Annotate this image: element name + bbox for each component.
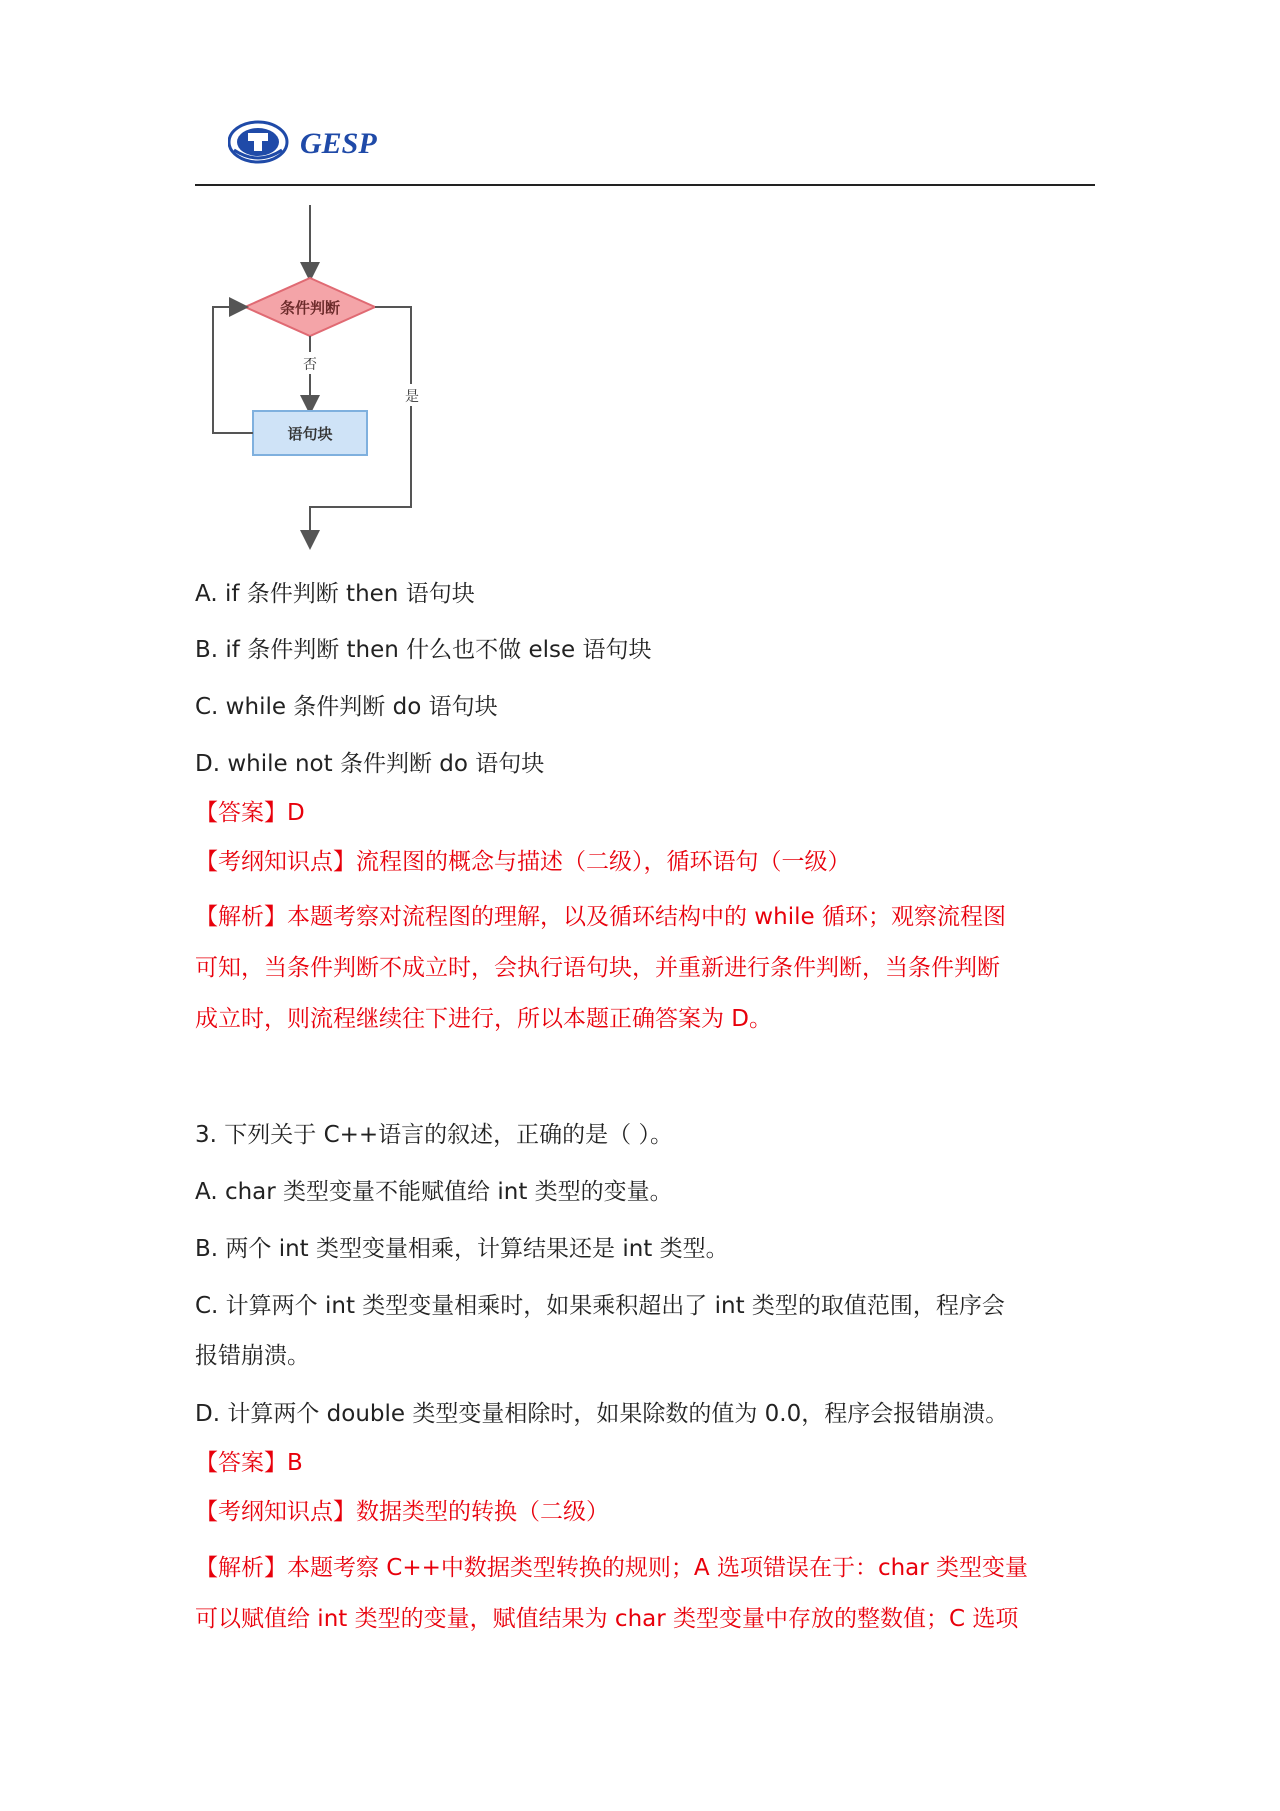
q2-option-c: C. while 条件判断 do 语句块	[195, 694, 498, 720]
block-label: 语句块	[287, 425, 333, 443]
q3-question: 3. 下列关于 C++语言的叙述，正确的是（ ）。	[195, 1122, 673, 1148]
flowchart	[195, 200, 425, 554]
q2-option-a: A. if 条件判断 then 语句块	[195, 581, 475, 607]
q3-option-b: B. 两个 int 类型变量相乘，计算结果还是 int 类型。	[195, 1236, 729, 1262]
q3-option-a: A. char 类型变量不能赋值给 int 类型的变量。	[195, 1179, 673, 1205]
q3-option-c: C. 计算两个 int 类型变量相乘时，如果乘积超出了 int 类型的取值范围，程序会	[195, 1293, 1005, 1319]
q3-answer: 【答案】B	[195, 1450, 303, 1476]
yes-label: 是	[405, 389, 419, 405]
q2-option-b: B. if 条件判断 then 什么也不做 else 语句块	[195, 637, 652, 663]
q2-analysis	[195, 892, 1095, 1045]
q2-analysis-line: 可知，当条件判断不成立时，会执行语句块，并重新进行条件判断，当条件判断	[195, 955, 1000, 981]
header-logo	[228, 120, 398, 170]
q3-option-c-cont: 报错崩溃。	[195, 1343, 310, 1369]
ccf-seal-icon	[228, 120, 398, 170]
brand-text: GESP	[300, 127, 377, 160]
q2-syllabus: 【考纲知识点】流程图的概念与描述（二级），循环语句（一级）	[195, 849, 851, 875]
q2-option-d: D. while not 条件判断 do 语句块	[195, 751, 545, 777]
no-label: 否	[303, 357, 317, 373]
q3-syllabus: 【考纲知识点】数据类型的转换（二级）	[195, 1499, 609, 1525]
q2-analysis-line: 成立时，则流程继续往下进行，所以本题正确答案为 D。	[195, 1006, 773, 1032]
loop-back-arrow	[213, 307, 253, 433]
q3-analysis	[195, 1543, 1095, 1645]
q3-analysis-line: 【解析】本题考察 C++中数据类型转换的规则；A 选项错误在于：char 类型变量	[195, 1555, 1029, 1581]
q2-answer: 【答案】D	[195, 800, 305, 826]
q2-analysis-line: 【解析】本题考察对流程图的理解，以及循环结构中的 while 循环；观察流程图	[195, 904, 1006, 930]
header-rule	[195, 184, 1095, 186]
condition-label: 条件判断	[279, 299, 341, 317]
q3-option-d: D. 计算两个 double 类型变量相除时，如果除数的值为 0.0，程序会报错崩溃。	[195, 1401, 1009, 1427]
q3-analysis-line: 可以赋值给 int 类型的变量，赋值结果为 char 类型变量中存放的整数值；C 选项	[195, 1606, 1019, 1632]
